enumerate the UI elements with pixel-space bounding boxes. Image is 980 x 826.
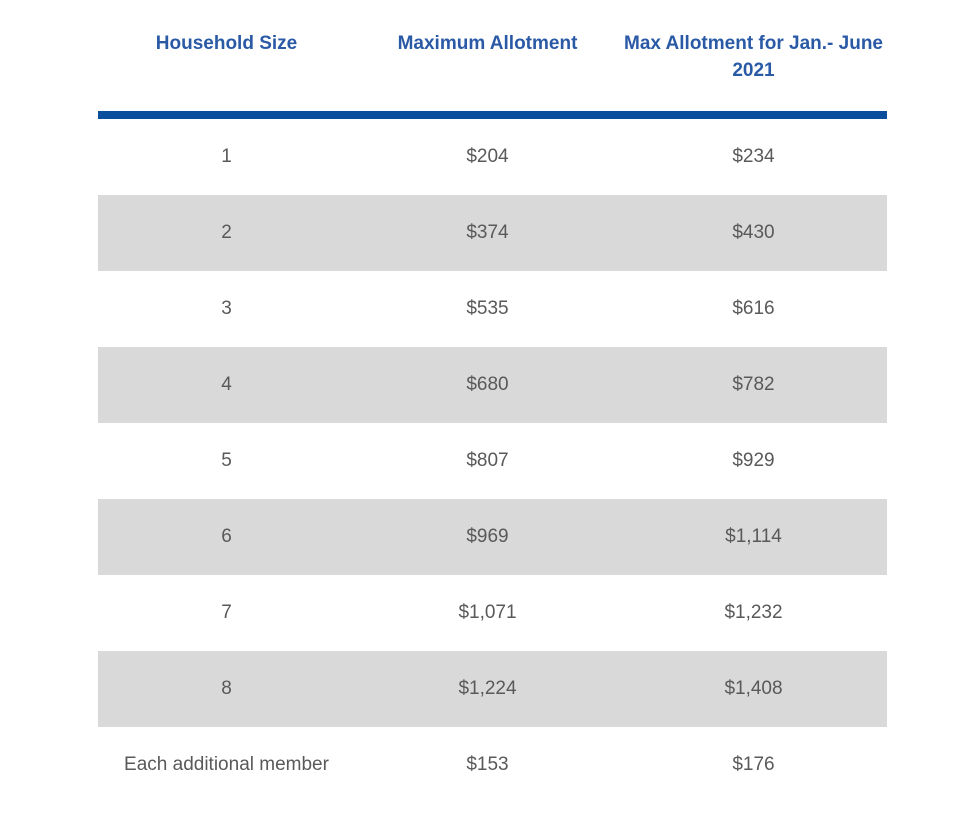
household-size-cell: 5 xyxy=(221,450,232,471)
maximum-allotment-cell: $680 xyxy=(466,374,509,395)
jan-june-allotment-cell: $176 xyxy=(732,754,775,775)
jan-june-allotment-cell: $929 xyxy=(732,450,775,471)
household-size-cell: 4 xyxy=(221,374,232,395)
table-row xyxy=(98,271,887,347)
table-header xyxy=(98,0,887,111)
jan-june-allotment-cell: $1,232 xyxy=(724,602,783,623)
maximum-allotment-cell: $535 xyxy=(466,298,509,319)
household-size-cell: 3 xyxy=(221,298,232,319)
household-size-cell: 7 xyxy=(221,602,232,623)
maximum-allotment-cell: $1,224 xyxy=(458,678,517,699)
jan-june-allotment-cell: $616 xyxy=(732,298,775,319)
table-row xyxy=(98,575,887,651)
maximum-allotment-cell: $969 xyxy=(466,526,509,547)
household-size-cell: 2 xyxy=(221,222,232,243)
maximum-allotment-cell: $204 xyxy=(466,146,509,167)
jan-june-allotment-cell: $234 xyxy=(732,146,775,167)
maximum-allotment-cell: $807 xyxy=(466,450,509,471)
jan-june-allotment-cell: $1,114 xyxy=(725,526,782,547)
jan-june-allotment-cell: $430 xyxy=(732,222,775,243)
table-row xyxy=(98,499,887,575)
header-maximum-allotment: Maximum Allotment xyxy=(397,33,578,54)
table-row xyxy=(98,423,887,499)
maximum-allotment-cell: $1,071 xyxy=(458,602,517,623)
household-size-cell: 8 xyxy=(221,678,232,699)
jan-june-allotment-cell: $782 xyxy=(732,374,775,395)
table-row xyxy=(98,347,887,423)
table-row xyxy=(98,119,887,195)
maximum-allotment-cell: $374 xyxy=(466,222,509,243)
table-row xyxy=(98,195,887,271)
household-size-cell: 1 xyxy=(221,146,232,167)
household-size-cell: Each additional member xyxy=(124,754,329,775)
header-rule xyxy=(98,111,887,119)
table-row xyxy=(98,727,887,803)
household-size-cell: 6 xyxy=(221,526,232,547)
header-max-allotment-jan-june-2021: Max Allotment for Jan.- June 2021 xyxy=(624,33,883,81)
header-household-size: Household Size xyxy=(155,33,298,54)
jan-june-allotment-cell: $1,408 xyxy=(724,678,783,699)
allotment-table xyxy=(98,0,887,803)
table-body xyxy=(98,119,887,803)
maximum-allotment-cell: $153 xyxy=(466,754,509,775)
table-row xyxy=(98,651,887,727)
